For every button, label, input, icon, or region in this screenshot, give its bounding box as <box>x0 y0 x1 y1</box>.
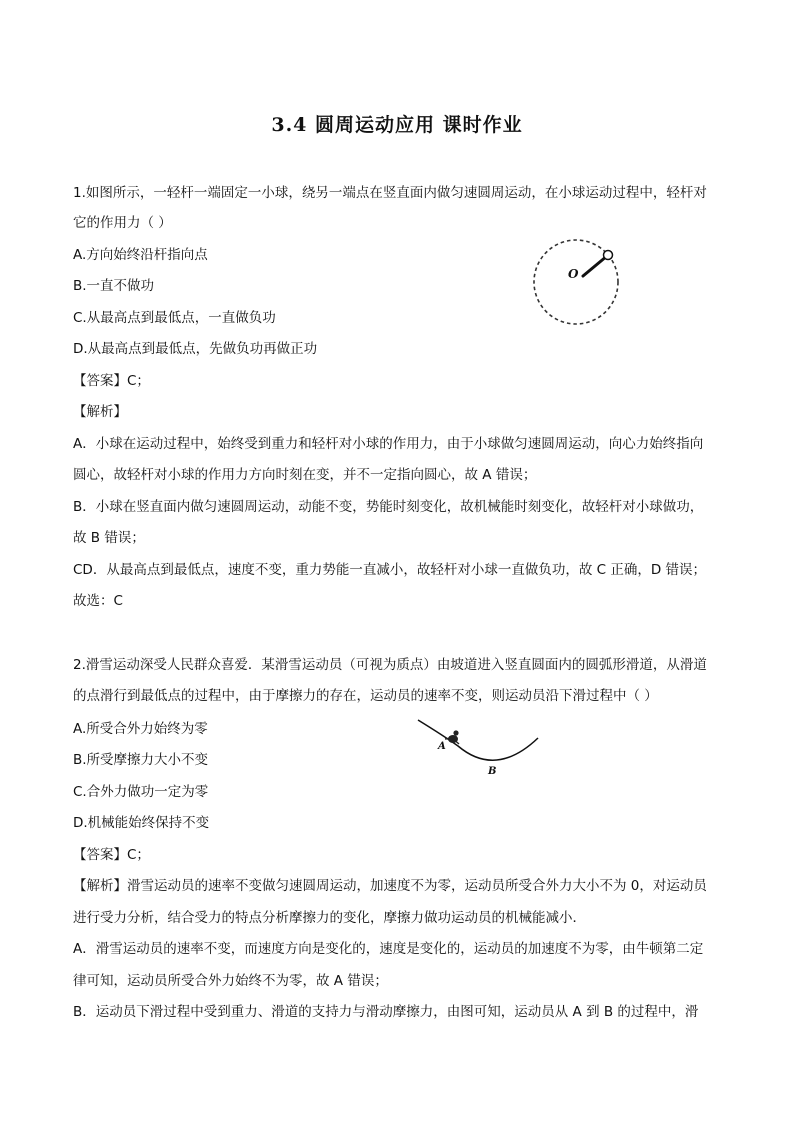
q2-stem-line-1: 2.滑雪运动深受人民群众喜爱．某滑雪运动员（可视为质点）由坡道进入竖直圆面内的圆弧形滑道，从滑道 <box>73 657 707 673</box>
q2-stem-line-2: 的点滑行到最低点的过程中，由于摩擦力的存在，运动员的速率不变，则运动员沿下滑过程中（ ） <box>73 688 658 704</box>
q2-answer: 【答案】C； <box>73 847 150 863</box>
q1-analysis-line-4: 故 B 错误； <box>73 530 145 546</box>
q1-option-a: A.方向始终沿杆指向点 <box>73 247 208 263</box>
q1-option-c: C.从最高点到最低点，一直做负功 <box>73 310 276 326</box>
q1-rod <box>583 256 607 276</box>
q1-option-d: D.从最高点到最低点，先做负功再做正功 <box>73 341 318 357</box>
q2-option-a: A.所受合外力始终为零 <box>73 721 208 737</box>
q1-circle-rod-figure <box>528 232 624 328</box>
q1-analysis-heading: 【解析】 <box>73 404 127 420</box>
q1-analysis-line-1: A．小球在运动过程中，始终受到重力和轻杆对小球的作用力，由于小球做匀速圆周运动，向心力始终指向 <box>73 436 704 452</box>
q1-stem-line-1: 1.如图所示，一轻杆一端固定一小球，绕另一端点在竖直面内做匀速圆周运动，在小球运动过程中，轻杆对 <box>73 185 707 201</box>
q1-analysis-line-6: 故选：C <box>73 593 123 609</box>
q2-option-d: D.机械能始终保持不变 <box>73 815 210 831</box>
page-title: 3.4 圆周运动应用 课时作业 <box>271 114 523 136</box>
q2-slope-track <box>418 720 538 760</box>
q2-analysis-line-1: 【解析】滑雪运动员的速率不变做匀速圆周运动，加速度不为零，运动员所受合外力大小不为 0，对运动员 <box>73 878 707 894</box>
q2-option-b: B.所受摩擦力大小不变 <box>73 752 209 768</box>
q1-option-b: B.一直不做功 <box>73 278 155 294</box>
q1-stem-line-2: 它的作用力（ ） <box>73 215 172 231</box>
q1-analysis-line-2: 圆心，故轻杆对小球的作用力方向时刻在变，并不一定指向圆心，故 A 错误； <box>73 467 537 483</box>
q2-ski-slope-figure <box>412 712 546 778</box>
q2-analysis-line-2: 进行受力分析，结合受力的特点分析摩擦力的变化，摩擦力做功运动员的机械能减小． <box>73 910 586 926</box>
q2-skier-icon <box>445 730 459 744</box>
q1-ball <box>604 251 613 260</box>
q1-pivot-label: O <box>568 267 579 281</box>
q2-analysis-line-5: B．运动员下滑过程中受到重力、滑道的支持力与滑动摩擦力，由图可知，运动员从 A 到 B 的过程中，滑 <box>73 1004 699 1020</box>
q1-analysis-line-5: CD．从最高点到最低点，速度不变，重力势能一直减小，故轻杆对小球一直做负功，故 C 正确，D 错误； <box>73 562 707 578</box>
q1-answer: 【答案】C； <box>73 373 150 389</box>
q2-analysis-line-3: A．滑雪运动员的速率不变，而速度方向是变化的，速度是变化的，运动员的加速度不为零，由牛顿第二定 <box>73 941 704 957</box>
q2-point-a-label: A <box>438 741 446 752</box>
q1-analysis-line-3: B．小球在竖直面内做匀速圆周运动，动能不变，势能时刻变化，故机械能时刻变化，故轻杆对小球做功， <box>73 499 704 515</box>
q2-option-c: C.合外力做功一定为零 <box>73 784 209 800</box>
q2-point-b-label: B <box>488 766 497 777</box>
q2-analysis-line-4: 律可知，运动员所受合外力始终不为零，故 A 错误； <box>73 973 388 989</box>
